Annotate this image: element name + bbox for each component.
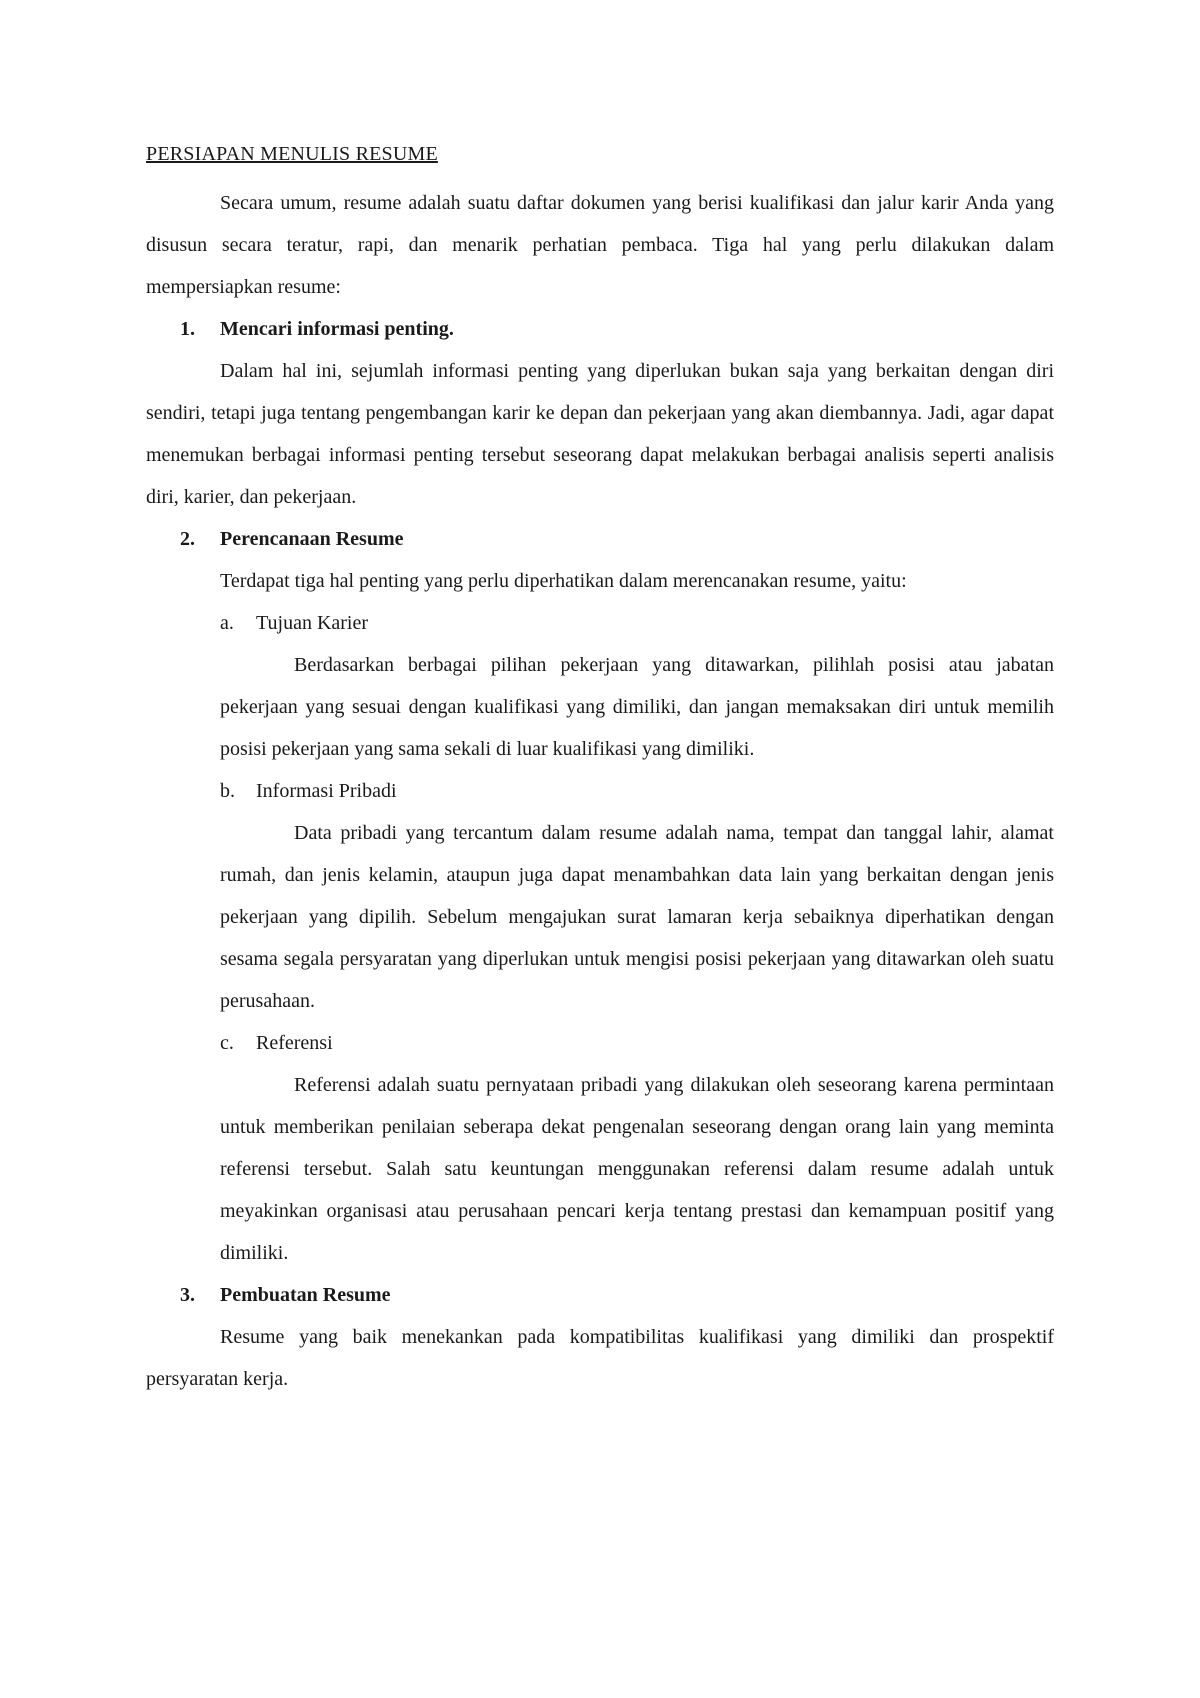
subsection-title: Tujuan Karier <box>256 612 369 634</box>
section-heading <box>180 308 1054 350</box>
subsection-title: Informasi Pribadi <box>256 780 397 802</box>
section-heading <box>180 1274 1054 1316</box>
subsection-letter: b. <box>220 780 235 802</box>
section-title: Pembuatan Resume <box>220 1284 391 1306</box>
intro-paragraph: Secara umum, resume adalah suatu daftar dokumen yang berisi kualifikasi dan jalur karir Anda yang disusun secara teratur, rapi, dan menarik perhatian pembaca. Tiga hal yang perlu dilakukan dalam mempersiapkan resume: <box>146 192 1054 298</box>
section-number: 3. <box>180 1284 195 1306</box>
section-title: Perencanaan Resume <box>220 528 404 550</box>
section-heading <box>180 518 1054 560</box>
section-number: 2. <box>180 528 195 550</box>
subsection-paragraph: Berdasarkan berbagai pilihan pekerjaan yang ditawarkan, pilihlah posisi atau jabatan pekerjaan yang sesuai dengan kualifikasi yang dimiliki, dan jangan memaksakan diri untuk memilih posisi pekerjaan yang sama sekali di luar kualifikasi yang dimiliki. <box>220 654 1054 760</box>
section-paragraph: Dalam hal ini, sejumlah informasi penting yang diperlukan bukan saja yang berkaitan dengan diri sendiri, tetapi juga tentang pengembangan karir ke depan dan pekerjaan yang akan diembannya. Jadi, agar dapat menemukan berbagai informasi penting tersebut seseorang dapat melakukan berbagai analisis seperti analisis diri, karier, dan pekerjaan. <box>146 360 1054 508</box>
section-paragraph: Terdapat tiga hal penting yang perlu diperhatikan dalam merencanakan resume, yaitu: <box>220 570 907 592</box>
subsection-letter: a. <box>220 612 234 634</box>
section-number: 1. <box>180 318 195 340</box>
subsection-paragraph: Referensi adalah suatu pernyataan pribadi yang dilakukan oleh seseorang karena permintaan untuk memberikan penilaian seberapa dekat pengenalan seseorang dengan orang lain yang meminta referensi tersebut. Salah satu keuntungan menggunakan referensi dalam resume adalah untuk meyakinkan organisasi atau perusahaan pencari kerja tentang prestasi dan kemampuan positif yang dimiliki. <box>220 1074 1054 1264</box>
section-title: Mencari informasi penting. <box>220 318 454 340</box>
subsection-paragraph: Data pribadi yang tercantum dalam resume adalah nama, tempat dan tanggal lahir, alamat rumah, dan jenis kelamin, ataupun juga dapat menambahkan data lain yang berkaitan dengan jenis pekerjaan yang dipilih. Sebelum mengajukan surat lamaran kerja sebaiknya diperhatikan dengan sesama segala persyaratan yang diperlukan untuk mengisi posisi pekerjaan yang ditawarkan oleh suatu perusahaan. <box>220 822 1054 1012</box>
subsection-heading <box>220 770 1054 812</box>
subsection-heading <box>220 1022 1054 1064</box>
document-title: PERSIAPAN MENULIS RESUME <box>146 143 438 165</box>
subsection-title: Referensi <box>256 1032 333 1054</box>
subsection-letter: c. <box>220 1032 234 1054</box>
section-paragraph: Resume yang baik menekankan pada kompatibilitas kualifikasi yang dimiliki dan prospektif persyaratan kerja. <box>146 1326 1054 1390</box>
subsection-heading <box>220 602 1054 644</box>
